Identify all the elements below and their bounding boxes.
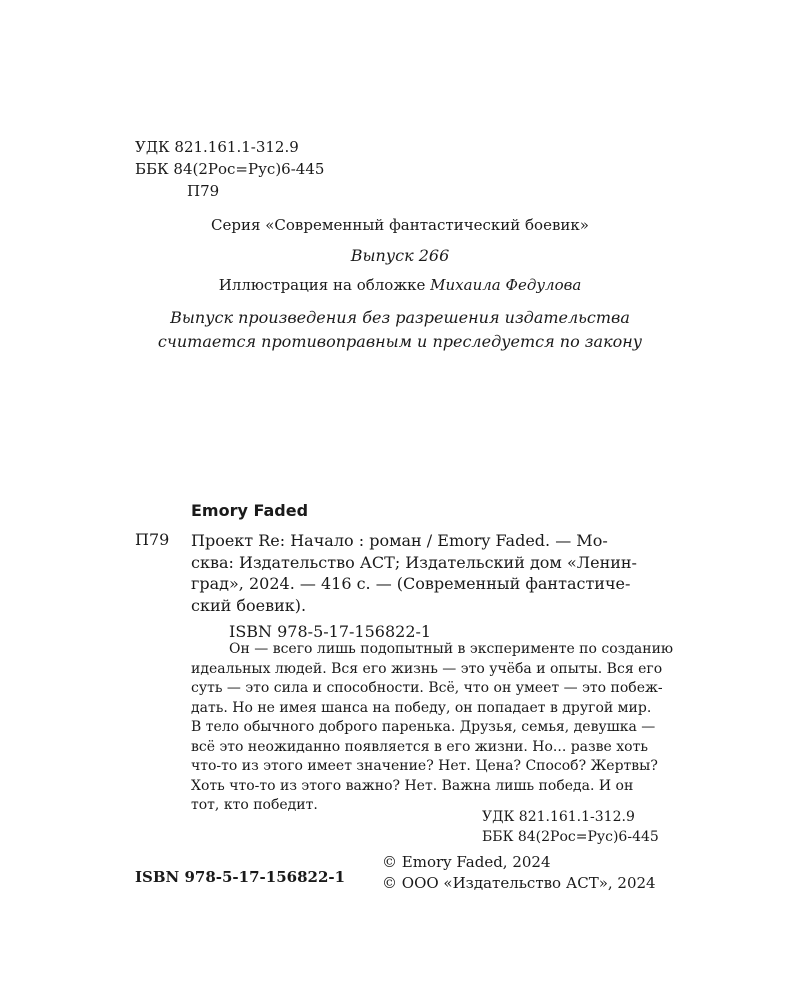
annotation-line: всё это неожиданно появляется в его жизни. Но... разве хоть (191, 738, 648, 755)
illustration-prefix: Иллюстрация на обложке (218, 276, 431, 294)
isbn-main: ISBN 978-5-17-156822-1 (229, 622, 432, 641)
illustration-artist: Михаила Федулова (430, 276, 582, 294)
series-title: Серия «Современный фантастический боевик» (211, 216, 589, 234)
annotation-line: что-то из этого имеет значение? Нет. Цена? Способ? Жертвы? (191, 758, 658, 774)
bib-line: град», 2024. — 416 с. — (Современный фантастиче- (191, 574, 631, 593)
classification-codes (135, 136, 324, 202)
udk-code: УДК 821.161.1-312.9 (135, 138, 299, 156)
annotation-line: Он — всего лишь подопытный в эксперименте по созданию (229, 641, 674, 657)
annotation-line: суть — это сила и способности. Всё, что он умеет — это побеж- (191, 680, 663, 696)
annotation-line: тот, кто победит. (191, 797, 318, 813)
bbk-code: ББК 84(2Рос=Рус)6-445 (135, 160, 325, 178)
warning-line: Выпуск произведения без разрешения издательства (170, 308, 630, 327)
annotation (191, 640, 674, 816)
copyright-author: © Emory Faded, 2024 (382, 853, 551, 871)
bib-author-sign: П79 (135, 530, 170, 549)
bibliographic-record (191, 530, 663, 616)
annotation-line: идеальных людей. Вся его жизнь — это учёба и опыты. Вся его (191, 660, 663, 677)
bib-line: Проект Re: Начало : роман / Emory Faded. — Мо- (191, 531, 608, 550)
copyright-block (382, 852, 656, 894)
footer-udk: УДК 821.161.1-312.9 (482, 809, 635, 825)
warning-line: считается противоправным и преследуется по закону (157, 332, 643, 351)
footer-bbk: ББК 84(2Рос=Рус)6-445 (482, 828, 659, 845)
isbn-footer: ISBN 978-5-17-156822-1 (135, 868, 346, 886)
copyright-warning (0, 306, 800, 354)
issue-number: Выпуск 266 (350, 246, 450, 265)
annotation-line: Хоть что-то из этого важно? Нет. Важна лишь победа. И он (191, 777, 634, 794)
illustration-credit (0, 276, 800, 294)
footer-classification (482, 808, 659, 847)
annotation-line: В тело обычного доброго паренька. Друзья, семья, девушка — (191, 719, 656, 735)
copyright-publisher: © ООО «Издательство АСТ», 2024 (382, 874, 656, 892)
author-sign: П79 (187, 182, 220, 200)
annotation-line: дать. Но не имея шанса на победу, он попадает в другой мир. (191, 699, 652, 716)
bib-line: ский боевик). (191, 595, 307, 615)
bib-line: сква: Издательство АСТ; Издательский дом «Ленин- (191, 552, 637, 572)
author-heading: Emory Faded (191, 501, 309, 520)
